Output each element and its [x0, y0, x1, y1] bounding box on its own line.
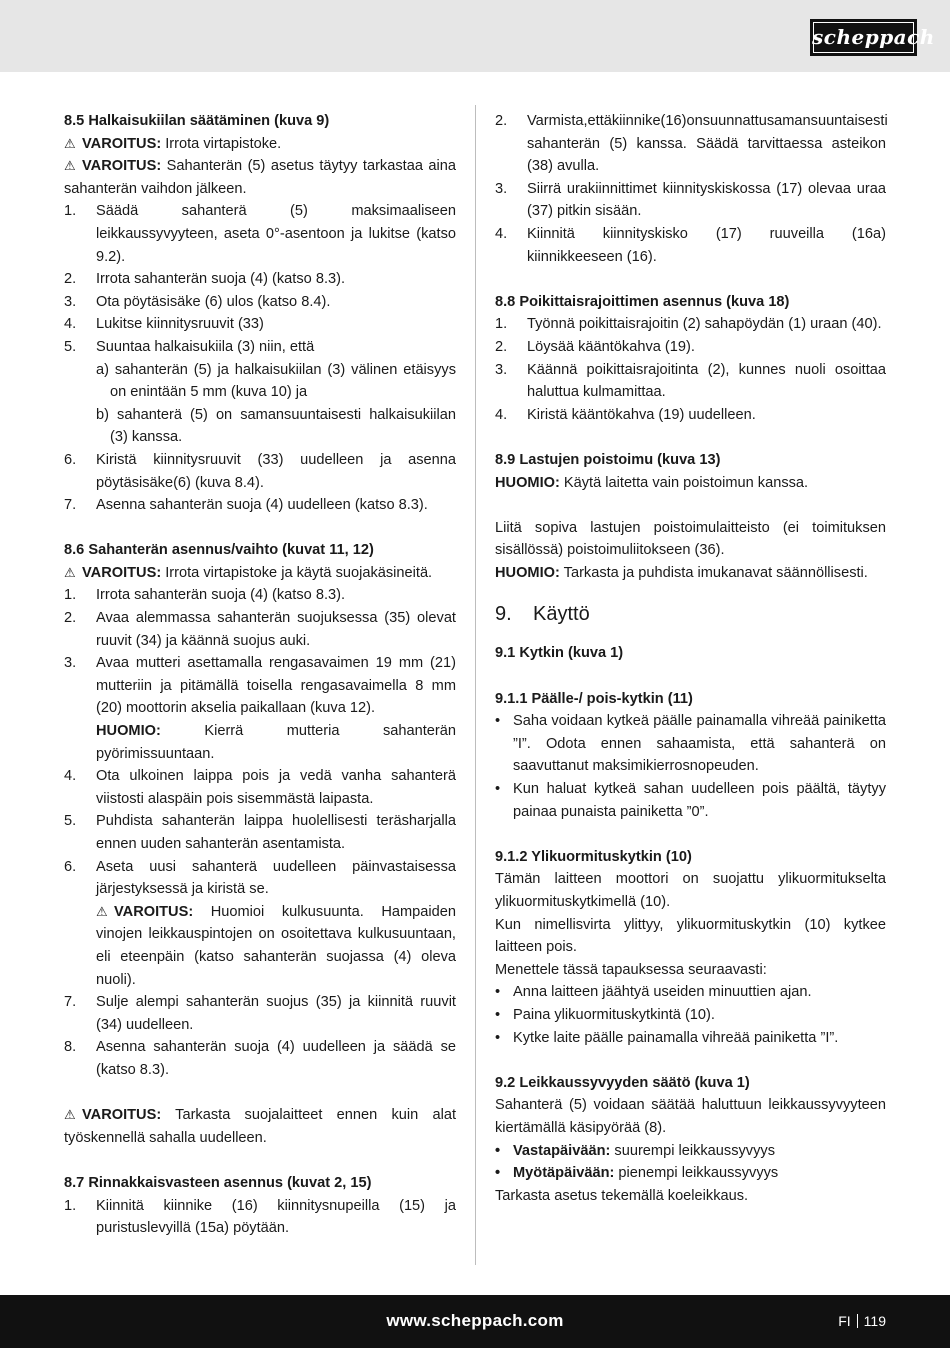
sub-item-b: b) sahanterä (5) on samansuuntaisesti halkaisukiilan (3) kanssa.: [96, 406, 456, 446]
note-line: HUOMIO: Tarkasta ja puhdista imukanavat säännöllisesti.: [495, 564, 868, 581]
warning-icon: ⚠: [64, 564, 76, 580]
header-band: [0, 0, 950, 72]
list-item: 3. Ota pöytäsisäke (6) ulos (katso 8.4).: [64, 293, 331, 310]
section-9-1-1-title: 9.1.1 Päälle-/ pois-kytkin (11): [495, 690, 693, 707]
section-9-1-title: 9.1 Kytkin (kuva 1): [495, 645, 624, 662]
footer-url: www.scheppach.com: [386, 1311, 564, 1330]
section-9-2-title: 9.2 Leikkaussyvyyden säätö (kuva 1): [495, 1074, 750, 1091]
warning-icon: ⚠: [64, 1107, 76, 1123]
bullet-list: [495, 1140, 886, 1185]
list-item: 7. Asenna sahanterän suoja (4) uudelleen (katso 8.3).: [64, 497, 428, 514]
brand-logo: scheppach: [810, 19, 917, 56]
bullet-list: [495, 710, 886, 823]
steps-list: [64, 584, 456, 1081]
warning-line: ⚠ VAROITUS: Tarkasta suojalaitteet ennen kuin alat työskennellä sahalla uudelleen.: [64, 1104, 456, 1149]
list-item: • Anna laitteen jäähtyä useiden minuuttien ajan.: [495, 984, 812, 1001]
list-item: • Vastapäivään: suurempi leikkaussyvyys: [495, 1142, 775, 1159]
paragraph: Liitä sopiva lastujen poistoimulaitteisto (ei toimituksen sisällössä) poistoimuliitokseen (36).: [495, 519, 886, 559]
list-item: • Myötäpäivään: pienempi leikkaussyvyys: [495, 1165, 779, 1182]
sub-list: [64, 359, 456, 449]
list-item: 5. Suuntaa halkaisukiila (3) niin, että: [64, 338, 315, 355]
list-item: 4. Lukitse kiinnitysruuvit (33): [64, 316, 264, 333]
list-item: 2. Löysää kääntökahva (19).: [495, 338, 695, 355]
list-item: 2. Varmista,ettäkiinnike(16)onsuunnattusamansuuntaisesti sahanterän (5) kanssa. Säädä tarvittaessa asteikon (38) avulla.: [495, 113, 888, 175]
section-8-5-title: 8.5 Halkaisukiilan säätäminen (kuva 9): [64, 113, 330, 129]
paragraph: Tarkasta asetus tekemällä koeleikkaus.: [495, 1187, 749, 1204]
paragraph: Sahanterä (5) voidaan säätää haluttuun leikkaussyvyyteen kiertämällä käsipyörää (8).: [495, 1097, 886, 1136]
left-column: [64, 110, 456, 1240]
list-item: 2. Avaa alemmassa sahanterän suojuksessa (35) olevat ruuvit (34) ja käännä suojus auki.: [64, 610, 456, 649]
paragraph: Tämän laitteen moottori on suojattu ylikuormitukselta ylikuormituskytkimellä (10).: [495, 871, 886, 910]
section-9-title: 9. Käyttö: [495, 603, 590, 626]
list-item: • Paina ylikuormituskytkintä (10).: [495, 1006, 715, 1023]
page-number: FI 119: [838, 1313, 886, 1329]
warning-icon: ⚠: [96, 903, 108, 919]
warning-line: ⚠ VAROITUS: Irrota virtapistoke ja käytä suojakäsineitä.: [64, 562, 456, 585]
list-item: 3. Käännä poikittaisrajoitinta (2), kunnes nuoli osoittaa haluttua kulmamittaa.: [495, 361, 886, 401]
list-item: • Kytke laite päälle painamalla vihreää painiketta ”I”.: [495, 1029, 839, 1046]
steps-list: [64, 449, 456, 517]
steps-list: [495, 313, 886, 426]
list-item: 7. Sulje alempi sahanterän suojus (35) ja kiinnitä ruuvit (34) uudelleen.: [64, 994, 456, 1033]
list-item: 4. Kiristä kääntökahva (19) uudelleen.: [495, 406, 756, 423]
list-item: • Saha voidaan kytkeä päälle painamalla vihreää painiketta ”I”. Odota ennen sahaamista, että sahanterä on saavuttanut maksimikierrosnopeuden.: [495, 713, 886, 775]
list-item: 2. Irrota sahanterän suoja (4) (katso 8.3).: [64, 271, 346, 288]
list-item: 8. Asenna sahanterän suoja (4) uudelleen ja säädä se (katso 8.3).: [64, 1039, 456, 1078]
warning-line: ⚠ VAROITUS: Sahanterän (5) asetus täytyy tarkastaa aina sahanterän vaihdon jälkeen.: [64, 155, 456, 200]
list-item: 3. Avaa mutteri asettamalla rengasavaimen 19 mm (21) mutteriin ja pitämällä toisella rengasavaimella 8 mm (20) moottorin akselia paikallaan (kuva 12). HUOMIO: Kierrä mutteria sahanterän pyörimissuuntaan.: [64, 655, 456, 762]
section-8-6-title: 8.6 Sahanterän asennus/vaihto (kuvat 11, 12): [64, 542, 374, 559]
list-item: 1. Kiinnitä kiinnike (16) kiinnitysnupeilla (15) ja puristuslevyillä (15a) pöytään.: [64, 1197, 456, 1237]
list-item: 6. Aseta uusi sahanterä uudelleen päinvastaisessa järjestyksessä ja kiristä se. ⚠ VAROITUS: Huomioi kulkusuunta. Hampaiden vinojen leikkauspintojen on osoitettava kulkusuuntaan, eli eteenpäin (katso sahanterän suojassa (4) oleva nuoli).: [64, 858, 456, 988]
right-column: [495, 110, 886, 1207]
section-8-7-title: 8.7 Rinnakkaisvasteen asennus (kuvat 2, 15): [64, 1174, 372, 1191]
warning-line: ⚠ VAROITUS: Irrota virtapistoke.: [64, 133, 456, 156]
footer-bar: [0, 1295, 950, 1348]
steps-list: [64, 200, 456, 358]
list-item: 5. Puhdista sahanterän laippa huolellisesti teräsharjalla ennen uuden sahanterän asentamista.: [64, 813, 456, 852]
warning-icon: ⚠: [64, 135, 76, 151]
sub-item-a: a) sahanterän (5) ja halkaisukiilan (3) välinen etäisyys on enintään 5 mm (kuva 10) ja: [96, 361, 456, 401]
bullet-list: [495, 981, 886, 1049]
list-item: 4. Kiinnitä kiinnityskisko (17) ruuveilla (16a) kiinnikkeeseen (16).: [495, 225, 886, 265]
column-divider: [475, 105, 476, 1265]
list-item: 1. Työnnä poikittaisrajoitin (2) sahapöydän (1) uraan (40).: [495, 316, 882, 333]
section-9-1-2-title: 9.1.2 Ylikuormituskytkin (10): [495, 848, 692, 865]
list-item: 6. Kiristä kiinnitysruuvit (33) uudelleen ja asenna pöytäsisäke(6) (kuva 8.4).: [64, 451, 456, 491]
section-8-9-title: 8.9 Lastujen poistoimu (kuva 13): [495, 451, 721, 468]
paragraph: Kun nimellisvirta ylittyy, ylikuormituskytkin (10) kytkee laitteen pois.: [495, 916, 886, 956]
steps-list: [64, 1195, 456, 1240]
list-item: 3. Siirrä urakiinnittimet kiinnityskiskossa (17) olevaa uraa (37) pitkin sisään.: [495, 180, 886, 220]
warning-icon: ⚠: [64, 158, 76, 174]
list-item: 1. Säädä sahanterä (5) maksimaaliseen leikkaussyvyyteen, aseta 0°-asentoon ja lukitse (katso 9.2).: [64, 203, 456, 265]
list-item: 4. Ota ulkoinen laippa pois ja vedä vanha sahanterä viistosti alaspäin pois sisemmästä laipasta.: [64, 768, 456, 807]
paragraph: Menettele tässä tapauksessa seuraavasti:: [495, 961, 767, 978]
list-item: • Kun haluat kytkeä sahan uudelleen pois päältä, täytyy painaa punaista painiketta ”0”.: [495, 781, 886, 820]
note-line: HUOMIO: Käytä laitetta vain poistoimun kanssa.: [495, 474, 809, 491]
list-item: 1. Irrota sahanterän suoja (4) (katso 8.3).: [64, 587, 346, 604]
steps-list: [495, 110, 886, 268]
section-8-8-title: 8.8 Poikittaisrajoittimen asennus (kuva 18): [495, 293, 790, 310]
